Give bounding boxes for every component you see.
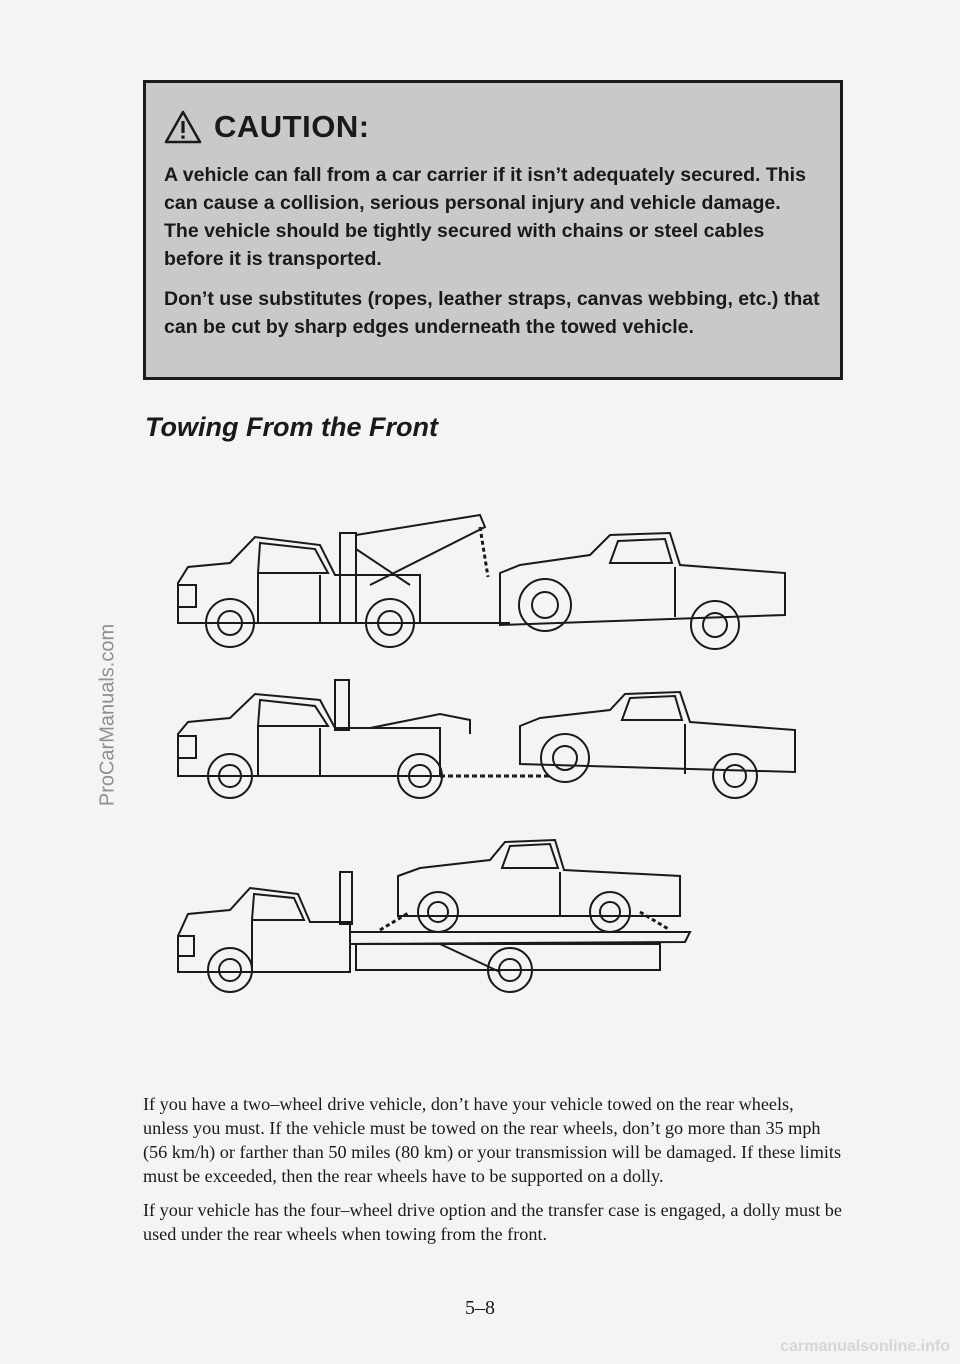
caution-title: CAUTION:	[214, 109, 370, 144]
body-paragraph: If you have a two–wheel drive vehicle, don’t have your vehicle towed on the rear wheels, unless you must. If the vehicle must be towed on the rear wheels, don’t go more than 35 mph (56 km/h) or farther than 50 miles (80 km) or your transmission will be damaged. If these limits must be exceeded, then the rear wheels have to be supported on a dolly.	[143, 1094, 842, 1186]
caution-paragraph: A vehicle can fall from a car carrier if it isn’t adequately secured. This can cause a collision, serious personal injury and vehicle damage. The vehicle should be tightly secured with chains or steel cables before it is transported.	[164, 164, 806, 270]
section-title: Towing From the Front	[145, 412, 438, 442]
caution-paragraph: Don’t use substitutes (ropes, leather straps, canvas webbing, etc.) that can be cut by sharp edges underneath the towed vehicle.	[164, 288, 820, 338]
warning-triangle-icon	[164, 110, 202, 144]
caution-header	[164, 105, 820, 149]
car-carrier-illustration	[170, 832, 700, 1000]
bottom-watermark: carmanualsonline.info	[780, 1338, 950, 1355]
body-paragraph: If your vehicle has the four–wheel drive option and the transfer case is engaged, a dolly must be used under the rear wheels when towing from the front.	[143, 1200, 842, 1244]
tow-truck-sling-icon	[178, 680, 550, 798]
tow-truck-boom-icon	[178, 515, 510, 647]
body-text	[143, 1092, 843, 1256]
side-watermark: ProCarManuals.com	[96, 623, 119, 807]
wheel-lift-tow-illustration	[170, 505, 810, 655]
dolly-tow-illustration	[170, 676, 810, 806]
page-number: 5–8	[465, 1297, 495, 1319]
caution-box	[143, 80, 843, 380]
